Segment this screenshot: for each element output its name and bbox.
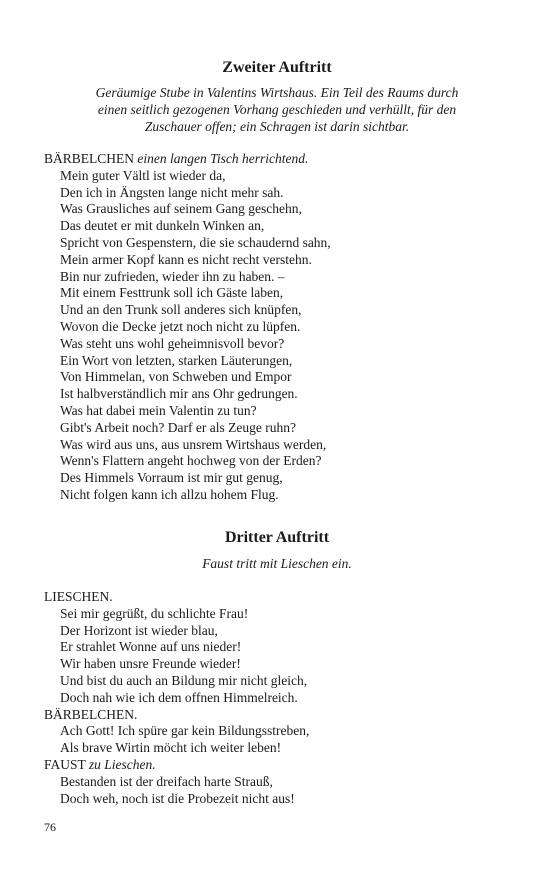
- verse-line: Spricht von Gespenstern, die sie schaudernd sahn,: [60, 234, 331, 250]
- stage-direction-line: Zuschauer offen; ein Schragen ist darin sichtbar.: [144, 118, 410, 134]
- verse-line: Was Grausliches auf seinem Gang geschehn,: [60, 201, 302, 217]
- verse-line: Wenn's Flattern angeht hochweg von der Erden?: [60, 453, 322, 469]
- stage-direction-scene2: [44, 84, 510, 134]
- verse-line: Was wird aus uns, aus unsrem Wirtshaus werden,: [60, 436, 327, 452]
- verse-line: Ist halbverständlich mir ans Ohr gedrungen.: [60, 386, 298, 402]
- verse-line: Als brave Wirtin möcht ich weiter leben!: [60, 740, 282, 756]
- speaker-name: FAUST: [44, 756, 86, 772]
- speaker-name: BÄRBELCHEN.: [44, 706, 138, 722]
- speaker-line: [44, 757, 510, 774]
- speaker-name: BÄRBELCHEN: [44, 151, 135, 166]
- verse-line: Und an den Trunk soll anderes sich knüpfen,: [60, 302, 302, 318]
- stage-direction-scene3: [44, 555, 510, 572]
- verse-line: Und bist du auch an Bildung mir nicht gleich,: [60, 672, 308, 688]
- verse-line: Bestanden ist der dreifach harte Strauß,: [60, 773, 273, 789]
- book-page: [44, 0, 510, 880]
- verse-line: Mein guter Vältl ist wieder da,: [60, 167, 226, 183]
- stage-direction-line: einen seitlich gezogenen Vorhang geschieden und verhüllt, für den: [97, 101, 457, 117]
- verse-line: Doch weh, noch ist die Probezeit nicht aus!: [60, 790, 295, 806]
- speaker-line: [44, 151, 510, 168]
- verse-line: Bin nur zufrieden, wieder ihn zu haben. –: [60, 268, 285, 284]
- verse-line: Wir haben unsre Freunde wieder!: [60, 656, 241, 672]
- verse-line: Den ich in Ängsten lange nicht mehr sah.: [60, 184, 284, 200]
- speaker-name: LIESCHEN.: [44, 589, 113, 604]
- speaker-direction: einen langen Tisch herrichtend.: [137, 151, 309, 166]
- verse-line: Was hat dabei mein Valentin zu tun?: [60, 402, 257, 418]
- verse-line: Nicht folgen kann ich allzu hohem Flug.: [60, 486, 279, 502]
- verse-line: Gibt's Arbeit noch? Darf er als Zeuge ruhn?: [60, 419, 296, 435]
- verse-line: Mein armer Kopf kann es nicht recht verstehn.: [60, 251, 312, 267]
- verse-line: Des Himmels Vorraum ist mir gut genug,: [60, 470, 283, 486]
- verse-line: Was steht uns wohl geheimnisvoll bevor?: [60, 335, 285, 351]
- verse-line: Ein Wort von letzten, starken Läuterungen,: [60, 352, 293, 368]
- stage-direction-line: Geräumige Stube in Valentins Wirtshaus. Ein Teil des Raums durch: [95, 85, 459, 100]
- verse-line: Mit einem Festtrunk soll ich Gäste laben,: [60, 285, 284, 301]
- dialogue-scene3: [44, 589, 510, 807]
- speech-baerbelchen: [44, 151, 510, 504]
- page-number: 76: [44, 820, 56, 834]
- verse-line: Wovon die Decke jetzt noch nicht zu lüpfen.: [60, 318, 301, 334]
- verse-line: Das deutet er mit dunkeln Winken an,: [60, 218, 265, 234]
- verse-line: Sei mir gegrüßt, du schlichte Frau!: [60, 605, 249, 621]
- stage-direction-line: Faust tritt mit Lieschen ein.: [202, 556, 352, 571]
- verse-line: Von Himmelan, von Schweben und Empor: [60, 369, 292, 385]
- verse-line: Er strahlet Wonne auf uns nieder!: [60, 639, 242, 655]
- verse-line: Der Horizont ist wieder blau,: [60, 622, 218, 638]
- verse-line: Ach Gott! Ich spüre gar kein Bildungsstreben,: [60, 723, 310, 739]
- scene-title-dritter-auftritt: Dritter Auftritt: [224, 529, 330, 546]
- verse-line: Doch nah wie ich dem offnen Himmelreich.: [60, 689, 298, 705]
- speaker-direction: zu Lieschen.: [88, 756, 156, 772]
- scene-title-zweiter-auftritt: Zweiter Auftritt: [222, 59, 332, 76]
